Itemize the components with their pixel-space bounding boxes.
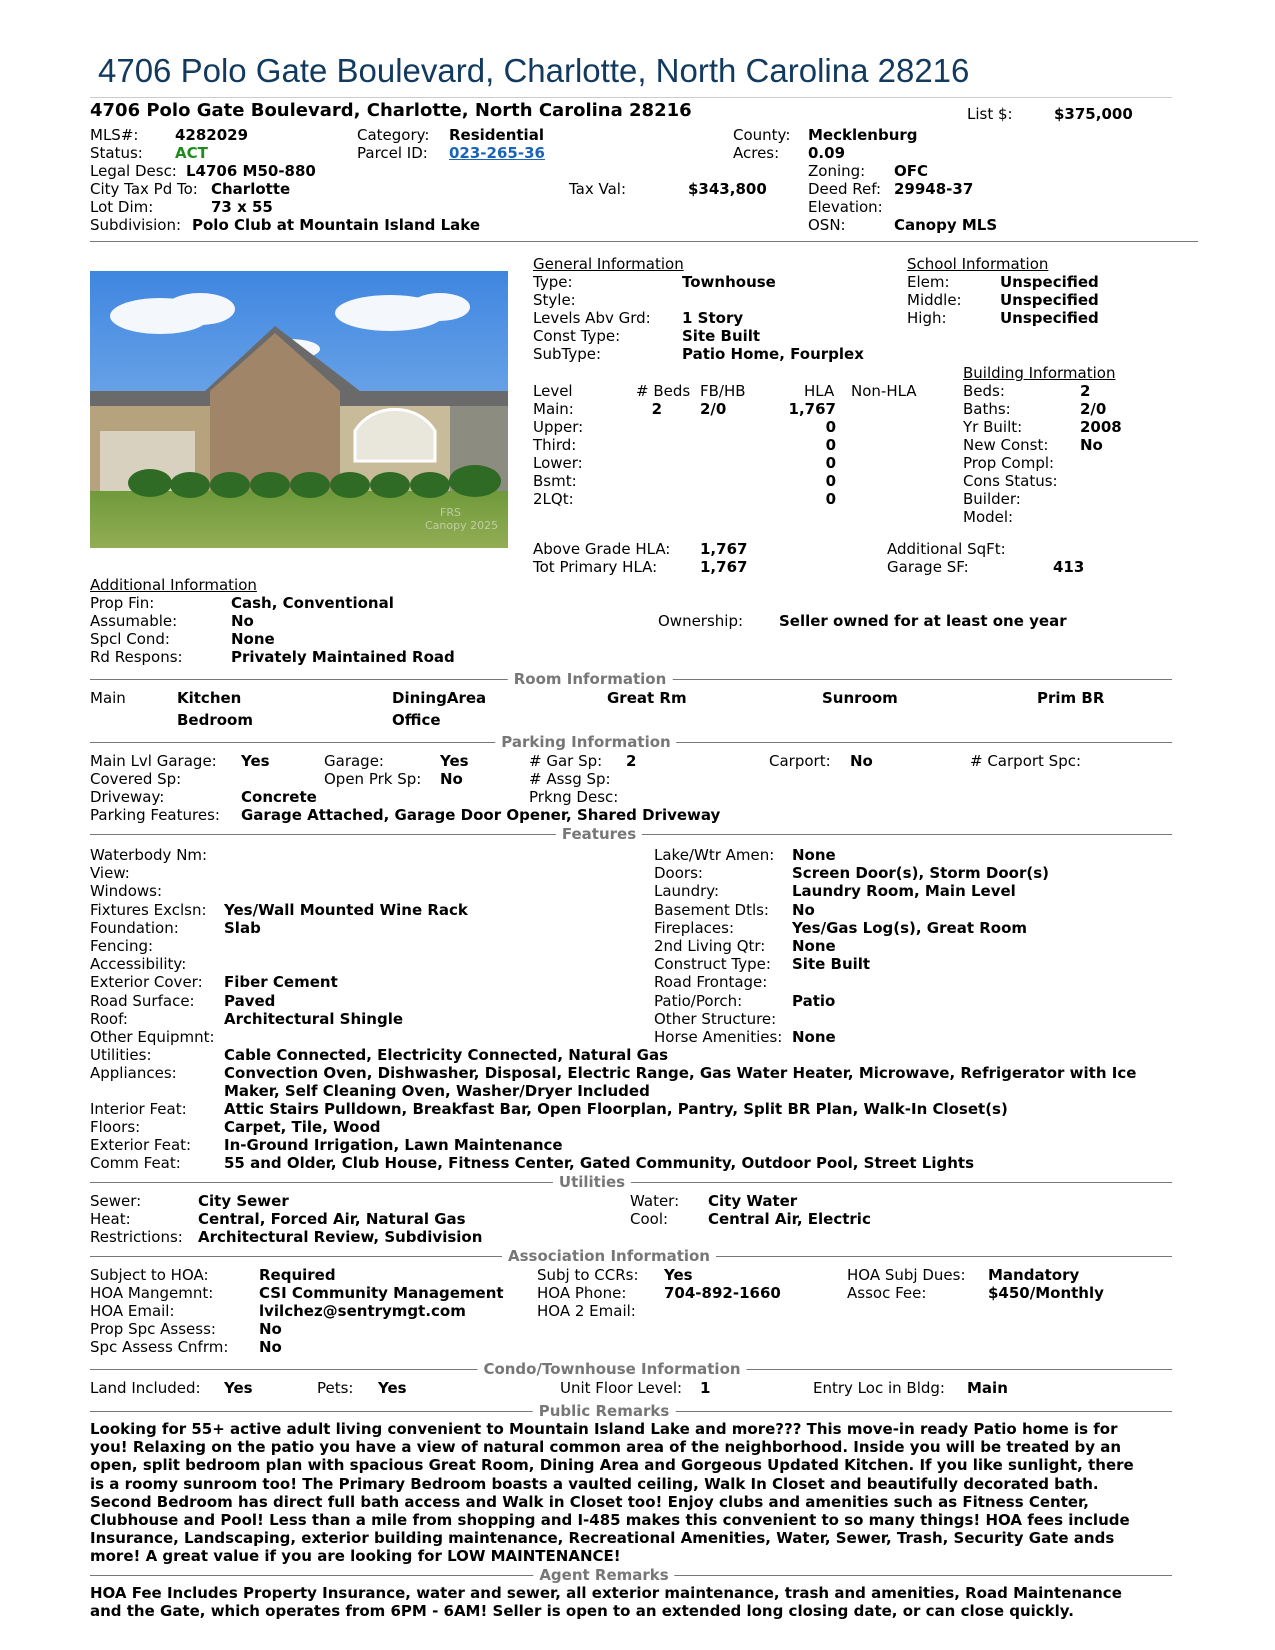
- feature-label: Other Structure:: [654, 1009, 777, 1028]
- school-info-value: Unspecified: [1000, 309, 1099, 327]
- additional-info-heading: Additional Information: [90, 576, 257, 594]
- utilities-heading: Utilities: [553, 1173, 631, 1191]
- agent-remarks-line: and the Gate, which operates from 6PM - 6AM! Seller is open to an extended long closing date, or can close quickly.: [90, 1602, 1074, 1621]
- school-info-value: Unspecified: [1000, 273, 1099, 291]
- room-bedroom: Bedroom: [177, 711, 253, 729]
- exterior-feat-value: In-Ground Irrigation, Lawn Maintenance: [224, 1136, 563, 1154]
- feature-label: Road Frontage:: [654, 973, 768, 992]
- sewer-value: City Sewer: [198, 1192, 289, 1210]
- carport-spc-label: # Carport Spc:: [970, 752, 1082, 770]
- building-info-value: 2/0: [1080, 400, 1107, 418]
- top-divider: [90, 241, 1198, 242]
- driveway-value: Concrete: [241, 788, 317, 806]
- subj-ccrs-label: Subj to CCRs:: [537, 1266, 639, 1284]
- garage-sf-label: Garage SF:: [887, 558, 969, 576]
- tax-val-value: $343,800: [688, 180, 767, 198]
- gar-sp-value: 2: [626, 752, 637, 770]
- legal-desc-label: Legal Desc:: [90, 162, 177, 180]
- interior-feat-value: Attic Stairs Pulldown, Breakfast Bar, Open Floorplan, Pantry, Split BR Plan, Walk-In Closet(s): [224, 1100, 1008, 1118]
- building-info-heading: Building Information: [963, 364, 1116, 382]
- land-included-value: Yes: [224, 1379, 253, 1397]
- room-sunroom: Sunroom: [822, 689, 898, 707]
- general-info-value: 1 Story: [682, 309, 744, 327]
- status-value: ACT: [175, 144, 208, 162]
- subdivision-label: Subdivision:: [90, 216, 182, 234]
- additional-info-value: Privately Maintained Road: [231, 648, 455, 666]
- gar-sp-label: # Gar Sp:: [529, 752, 603, 770]
- floors-value: Carpet, Tile, Wood: [224, 1118, 381, 1136]
- room-diningarea: DiningArea: [392, 689, 487, 707]
- list-price-label: List $:: [967, 105, 1013, 123]
- building-info-label: Yr Built:: [963, 418, 1023, 436]
- feature-label: Patio/Porch:: [654, 991, 743, 1010]
- tot-primary-hla-value: 1,767: [700, 558, 748, 576]
- room-info-section: [90, 670, 1172, 690]
- comm-feat-label: Comm Feat:: [90, 1154, 181, 1172]
- level-hla: 0: [825, 472, 836, 490]
- hoa-phone-label: HOA Phone:: [537, 1284, 627, 1302]
- feature-value: Yes/Wall Mounted Wine Rack: [224, 900, 468, 919]
- county-value: Mecklenburg: [808, 126, 918, 144]
- building-info-label: Cons Status:: [963, 472, 1058, 490]
- feature-label: Fixtures Exclsn:: [90, 900, 207, 919]
- level-hla: 0: [825, 418, 836, 436]
- building-info-label: Beds:: [963, 382, 1005, 400]
- restrictions-value: Architectural Review, Subdivision: [198, 1228, 483, 1246]
- tax-val-label: Tax Val:: [569, 180, 627, 198]
- parcel-label: Parcel ID:: [357, 144, 428, 162]
- level-level: Main:: [533, 400, 574, 418]
- pets-value: Yes: [378, 1379, 407, 1397]
- garage-sf-value: 413: [1053, 558, 1085, 576]
- level-level: 2LQt:: [533, 490, 574, 508]
- cool-value: Central Air, Electric: [708, 1210, 871, 1228]
- general-info-value: Patio Home, Fourplex: [682, 345, 864, 363]
- general-info-label: Const Type:: [533, 327, 621, 345]
- carport-value: No: [850, 752, 873, 770]
- level-hla: 0: [825, 454, 836, 472]
- public-remarks-line: more! A great value if you are looking for LOW MAINTENANCE!: [90, 1547, 621, 1566]
- building-info-label: Model:: [963, 508, 1014, 526]
- school-info-label: Elem:: [907, 273, 950, 291]
- feature-value: No: [792, 900, 815, 919]
- feature-value: Patio: [792, 991, 836, 1010]
- prop-spc-assess-value: No: [259, 1320, 282, 1338]
- cool-label: Cool:: [630, 1210, 669, 1228]
- hoa-email-label: HOA Email:: [90, 1302, 175, 1320]
- deed-ref-value: 29948-37: [894, 180, 974, 198]
- unit-floor-value: 1: [700, 1379, 711, 1397]
- level-level: Bsmt:: [533, 472, 577, 490]
- additional-info-label: Assumable:: [90, 612, 178, 630]
- feature-value: Site Built: [792, 955, 871, 974]
- assg-sp-label: # Assg Sp:: [529, 770, 611, 788]
- pets-label: Pets:: [317, 1379, 354, 1397]
- lot-dim-value: 73 x 55: [211, 198, 273, 216]
- additional-info-label: Prop Fin:: [90, 594, 155, 612]
- levels-header-fbhb: FB/HB: [700, 382, 746, 400]
- building-info-value: 2: [1080, 382, 1091, 400]
- public-remarks-line: Looking for 55+ active adult living convenient to Mountain Island Lake and more??? This move-in ready Patio home is for: [90, 1420, 1118, 1438]
- above-grade-hla-label: Above Grade HLA:: [533, 540, 671, 558]
- category-label: Category:: [357, 126, 430, 144]
- water-label: Water:: [630, 1192, 680, 1210]
- water-value: City Water: [708, 1192, 798, 1210]
- room-info-heading: Room Information: [508, 670, 673, 688]
- additional-sqft-label: Additional SqFt:: [887, 540, 1006, 558]
- assoc-fee-value: $450/Monthly: [988, 1284, 1104, 1302]
- deed-ref-label: Deed Ref:: [808, 180, 882, 198]
- general-info-label: Style:: [533, 291, 576, 309]
- additional-info-value: None: [231, 630, 275, 648]
- utilities-feat-value: Cable Connected, Electricity Connected, Natural Gas: [224, 1046, 669, 1064]
- agent-remarks-section: [90, 1566, 1172, 1586]
- levels-header-level: Level: [533, 382, 573, 400]
- feature-label: Accessibility:: [90, 955, 187, 974]
- additional-info-label: Spcl Cond:: [90, 630, 170, 648]
- hoa-subj-dues-label: HOA Subj Dues:: [847, 1266, 966, 1284]
- feature-value: Architectural Shingle: [224, 1009, 404, 1028]
- association-info-heading: Association Information: [502, 1247, 716, 1265]
- room-office: Office: [392, 711, 441, 729]
- osn-value: Canopy MLS: [894, 216, 998, 234]
- exterior-feat-label: Exterior Feat:: [90, 1136, 192, 1154]
- feature-label: Road Surface:: [90, 991, 195, 1010]
- mls-value: 4282029: [175, 126, 249, 144]
- feature-label: View:: [90, 864, 130, 883]
- building-info-label: Baths:: [963, 400, 1011, 418]
- public-remarks-text: [90, 1420, 1185, 1566]
- garage-label: Garage:: [324, 752, 384, 770]
- feature-value: None: [792, 1028, 836, 1046]
- additional-info-label: Rd Respons:: [90, 648, 183, 666]
- agent-remarks-heading: Agent Remarks: [533, 1566, 674, 1584]
- feature-label: Waterbody Nm:: [90, 846, 208, 864]
- room-prim-br: Prim BR: [1037, 689, 1105, 707]
- feature-label: Other Equipmnt:: [90, 1028, 215, 1046]
- entry-loc-label: Entry Loc in Bldg:: [813, 1379, 945, 1397]
- city-tax-value: Charlotte: [211, 180, 291, 198]
- condo-info-section: [90, 1360, 1172, 1380]
- appliances-value-line1: Convection Oven, Dishwasher, Disposal, Electric Range, Gas Water Heater, Microwave, Refrigerator with Ice: [224, 1064, 1137, 1082]
- features-section: [90, 825, 1172, 845]
- floors-label: Floors:: [90, 1118, 141, 1136]
- association-info-section: [90, 1247, 1172, 1267]
- levels-header-nonhla: Non-HLA: [851, 382, 917, 400]
- parking-info-section: [90, 733, 1172, 753]
- subj-ccrs-value: Yes: [664, 1266, 693, 1284]
- agent-remarks-line: HOA Fee Includes Property Insurance, water and sewer, all exterior maintenance, trash and amenities, Road Maintenance: [90, 1584, 1122, 1602]
- elevation-label: Elevation:: [808, 198, 883, 216]
- public-remarks-line: you! Relaxing on the patio you have a view of natural common area of the neighborhood. Inside you will be treated by an: [90, 1438, 1122, 1457]
- public-remarks-heading: Public Remarks: [533, 1402, 676, 1420]
- interior-feat-label: Interior Feat:: [90, 1100, 187, 1118]
- utilities-section: [90, 1173, 1172, 1193]
- open-prk-sp-label: Open Prk Sp:: [324, 770, 422, 788]
- parcel-id-link[interactable]: 023-265-36: [449, 144, 545, 162]
- school-info-label: High:: [907, 309, 947, 327]
- additional-info-value: No: [231, 612, 254, 630]
- carport-label: Carport:: [769, 752, 831, 770]
- zoning-label: Zoning:: [808, 162, 866, 180]
- school-info-value: Unspecified: [1000, 291, 1099, 309]
- levels-header-hla: HLA: [804, 382, 835, 400]
- photo-watermark: FRS Canopy 2025: [425, 506, 499, 532]
- school-info-label: Middle:: [907, 291, 962, 309]
- level-fbhb: 2/0: [700, 400, 727, 418]
- above-grade-hla-value: 1,767: [700, 540, 748, 558]
- feature-label: Exterior Cover:: [90, 973, 203, 992]
- feature-value: Paved: [224, 991, 276, 1010]
- public-remarks-line: is a roomy sunroom too! The Primary Bedroom boasts a vaulted ceiling, Walk In Closet and beautifully decorated bath.: [90, 1474, 1099, 1493]
- covered-sp-label: Covered Sp:: [90, 770, 182, 788]
- general-info-value: Townhouse: [682, 273, 776, 291]
- general-info-value: Site Built: [682, 327, 761, 345]
- open-prk-sp-value: No: [440, 770, 463, 788]
- main-lvl-garage-label: Main Lvl Garage:: [90, 752, 217, 770]
- building-info-value: 2008: [1080, 418, 1122, 436]
- level-hla: 1,767: [788, 400, 836, 418]
- building-info-value: No: [1080, 436, 1103, 454]
- public-remarks-line: Second Bedroom has direct full bath access and Walk in Closet too! Enjoy clubs and amenities such as Fitness Center,: [90, 1492, 1089, 1511]
- general-info-label: SubType:: [533, 345, 602, 363]
- acres-value: 0.09: [808, 144, 846, 162]
- feature-label: 2nd Living Qtr:: [654, 937, 766, 955]
- osn-label: OSN:: [808, 216, 846, 234]
- feature-label: Windows:: [90, 882, 163, 901]
- public-remarks-line: Insurance, Landscaping, exterior building maintenance, Recreational Amenities, Water, Sewer, Trash, Security Gate ands: [90, 1529, 1115, 1548]
- spc-assess-cnfrm-label: Spc Assess Cnfrm:: [90, 1338, 229, 1356]
- general-info-label: Levels Abv Grd:: [533, 309, 651, 327]
- feature-label: Basement Dtls:: [654, 900, 769, 919]
- listing-address: 4706 Polo Gate Boulevard, Charlotte, North Carolina 28216: [90, 100, 692, 121]
- land-included-label: Land Included:: [90, 1379, 201, 1397]
- feature-value: Screen Door(s), Storm Door(s): [792, 864, 1049, 883]
- driveway-label: Driveway:: [90, 788, 165, 806]
- feature-label: Foundation:: [90, 918, 179, 937]
- utilities-feat-label: Utilities:: [90, 1046, 152, 1064]
- feature-value: Slab: [224, 918, 261, 937]
- level-level: Lower:: [533, 454, 583, 472]
- hoa-mgmt-label: HOA Mangemnt:: [90, 1284, 214, 1302]
- parking-features-label: Parking Features:: [90, 806, 220, 824]
- school-info-heading: School Information: [907, 255, 1049, 273]
- restrictions-label: Restrictions:: [90, 1228, 183, 1246]
- building-info-label: Builder:: [963, 490, 1021, 508]
- unit-floor-label: Unit Floor Level:: [560, 1379, 683, 1397]
- list-price-value: $375,000: [1054, 105, 1133, 123]
- acres-label: Acres:: [733, 144, 780, 162]
- subject-to-hoa-label: Subject to HOA:: [90, 1266, 209, 1284]
- sewer-label: Sewer:: [90, 1192, 142, 1210]
- feature-label: Roof:: [90, 1009, 128, 1028]
- spc-assess-cnfrm-value: No: [259, 1338, 282, 1356]
- heat-value: Central, Forced Air, Natural Gas: [198, 1210, 466, 1228]
- legal-desc-value: L4706 M50-880: [186, 162, 316, 180]
- level-level: Third:: [533, 436, 577, 454]
- ownership-label: Ownership:: [658, 612, 744, 630]
- public-remarks-line: open, split bedroom plan with spacious Great Room, Dining Area and Gorgeous Updated Kitchen. If you like sunlight, there: [90, 1456, 1134, 1475]
- feature-value: None: [792, 846, 836, 864]
- appliances-value-line2: Maker, Self Cleaning Oven, Washer/Dryer Included: [224, 1082, 650, 1100]
- level-hla: 0: [825, 436, 836, 454]
- category-value: Residential: [449, 126, 544, 144]
- main-lvl-garage-value: Yes: [241, 752, 270, 770]
- feature-label: Laundry:: [654, 882, 720, 901]
- page-header: 4706 Polo Gate Boulevard, Charlotte, North Carolina 28216: [98, 52, 970, 89]
- garage-value: Yes: [440, 752, 469, 770]
- subdivision-value: Polo Club at Mountain Island Lake: [192, 216, 481, 234]
- county-label: County:: [733, 126, 791, 144]
- level-hla: 0: [825, 490, 836, 508]
- prkng-desc-label: Prkng Desc:: [529, 788, 619, 806]
- features-heading: Features: [556, 825, 642, 843]
- level-beds: 2: [651, 400, 662, 418]
- hoa-phone-value: 704-892-1660: [664, 1284, 781, 1302]
- parking-info-heading: Parking Information: [495, 733, 676, 751]
- level-level: Upper:: [533, 418, 584, 436]
- mls-label: MLS#:: [90, 126, 139, 144]
- feature-value: None: [792, 937, 836, 955]
- public-remarks-section: [90, 1402, 1172, 1422]
- feature-value: Yes/Gas Log(s), Great Room: [792, 918, 1027, 937]
- feature-label: Doors:: [654, 864, 703, 883]
- lot-dim-label: Lot Dim:: [90, 198, 154, 216]
- room-kitchen: Kitchen: [177, 689, 242, 707]
- condo-info-heading: Condo/Townhouse Information: [477, 1360, 746, 1378]
- parking-features-value: Garage Attached, Garage Door Opener, Shared Driveway: [241, 806, 721, 824]
- room-level: Main: [90, 689, 126, 707]
- building-info-label: Prop Compl:: [963, 454, 1055, 472]
- header-divider: [90, 97, 1172, 98]
- feature-label: Horse Amenities:: [654, 1028, 783, 1046]
- building-info-label: New Const:: [963, 436, 1049, 454]
- city-tax-label: City Tax Pd To:: [90, 180, 198, 198]
- feature-value: Fiber Cement: [224, 973, 338, 992]
- public-remarks-line: Clubhouse and Pool! Less than a mile from shopping and I-485 makes this convenient to so many things! HOA fees include: [90, 1511, 1130, 1530]
- property-photo: [90, 271, 508, 548]
- status-label: Status:: [90, 144, 143, 162]
- subject-to-hoa-value: Required: [259, 1266, 336, 1284]
- feature-value: Laundry Room, Main Level: [792, 882, 1016, 901]
- feature-label: Construct Type:: [654, 955, 771, 974]
- levels-header-beds: # Beds: [636, 382, 691, 400]
- prop-spc-assess-label: Prop Spc Assess:: [90, 1320, 216, 1338]
- hoa-email-value[interactable]: lvilchez@sentrymgt.com: [259, 1302, 466, 1320]
- hoa-mgmt-value: CSI Community Management: [259, 1284, 504, 1302]
- feature-label: Fireplaces:: [654, 918, 734, 937]
- zoning-value: OFC: [894, 162, 929, 180]
- hoa-subj-dues-value: Mandatory: [988, 1266, 1080, 1284]
- ownership-value: Seller owned for at least one year: [779, 612, 1067, 630]
- general-info-heading: General Information: [533, 255, 684, 273]
- feature-label: Lake/Wtr Amen:: [654, 846, 775, 864]
- additional-info-value: Cash, Conventional: [231, 594, 394, 612]
- entry-loc-value: Main: [967, 1379, 1008, 1397]
- appliances-label: Appliances:: [90, 1064, 177, 1082]
- assoc-fee-label: Assoc Fee:: [847, 1284, 927, 1302]
- room-great-rm: Great Rm: [607, 689, 687, 707]
- heat-label: Heat:: [90, 1210, 131, 1228]
- comm-feat-value: 55 and Older, Club House, Fitness Center, Gated Community, Outdoor Pool, Street Lights: [224, 1154, 974, 1172]
- feature-label: Fencing:: [90, 937, 154, 955]
- hoa-2-email-label: HOA 2 Email:: [537, 1302, 636, 1320]
- general-info-label: Type:: [533, 273, 573, 291]
- agent-remarks-text: [90, 1584, 1185, 1620]
- photo-arched-window: [355, 409, 435, 461]
- tot-primary-hla-label: Tot Primary HLA:: [533, 558, 658, 576]
